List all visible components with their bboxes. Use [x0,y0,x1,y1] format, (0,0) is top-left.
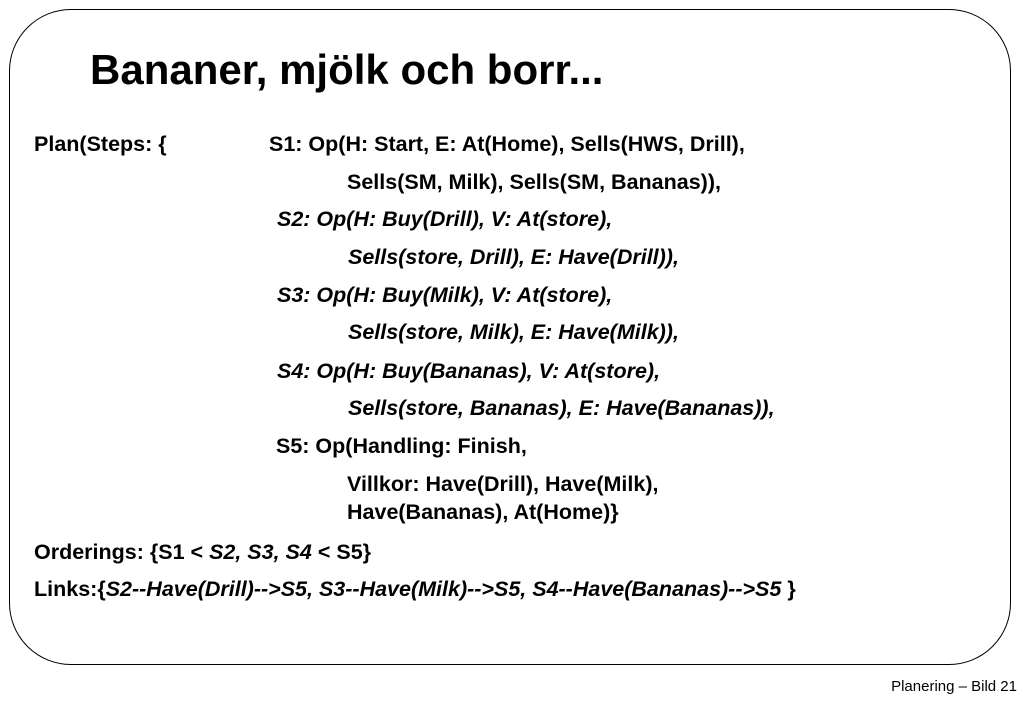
step-s3-line-2: Sells(store, Milk), E: Have(Milk)), [348,320,679,344]
orderings-steps: S2, S3, S4 [209,540,312,564]
step-s5-line-2: Villkor: Have(Drill), Have(Milk), [347,472,659,496]
step-s4-line-2: Sells(store, Bananas), E: Have(Bananas)), [348,396,775,420]
links-suffix: } [787,577,796,601]
slide-title: Bananer, mjölk och borr... [90,46,604,93]
step-s4-line-1: S4: Op(H: Buy(Bananas), V: At(store), [277,359,661,383]
step-s5-line-1: S5: Op(Handling: Finish, [276,434,527,458]
plan-label: Plan(Steps: { [34,132,167,156]
links-prefix: Links:{ [34,577,106,601]
slide-footer: Planering – Bild 21 [891,678,1017,695]
step-s5-line-3: Have(Bananas), At(Home)} [347,500,619,524]
orderings-suffix: < S5} [317,540,372,564]
links-body: S2--Have(Drill)-->S5, S3--Have(Milk)-->S5, S4--Have(Bananas)-->S5 [105,577,782,601]
step-s2-line-1: S2: Op(H: Buy(Drill), V: At(store), [277,207,613,231]
step-s3-line-1: S3: Op(H: Buy(Milk), V: At(store), [277,283,613,307]
step-s2-line-2: Sells(store, Drill), E: Have(Drill)), [348,245,679,269]
orderings-prefix: Orderings: {S1 < [34,540,204,564]
orderings-line [34,542,371,564]
step-s1-line-1: S1: Op(H: Start, E: At(Home), Sells(HWS, Drill), [269,132,745,156]
links-line [34,579,796,601]
step-s1-line-2: Sells(SM, Milk), Sells(SM, Bananas)), [347,170,721,194]
